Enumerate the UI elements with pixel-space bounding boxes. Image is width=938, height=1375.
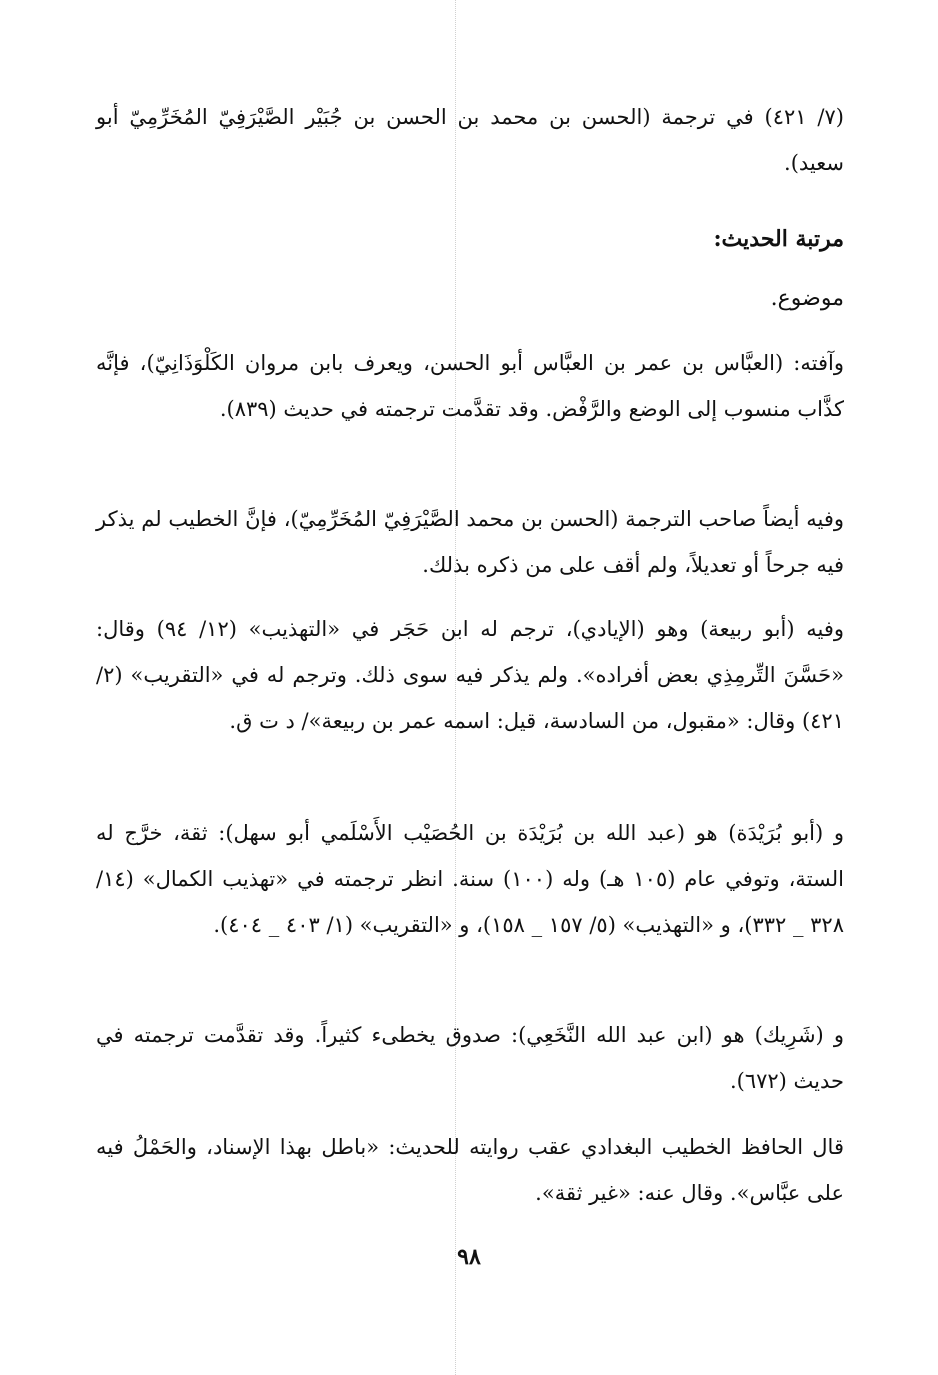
paragraph-narrator-biography-reference: (٧/ ٤٢١) في ترجمة (الحسن بن محمد بن الحسن بن جُبَيْر الصَّيْرَفِيّ المُخَرِّمِيّ أبو سعيد). [96, 105, 844, 175]
paragraph-defect-biography-subject: وفيه أيضاً صاحب الترجمة (الحسن بن محمد الصَّيْرَفِيّ المُخَرِّمِيّ)، فإنَّ الخطيب لم يذكر فيه جرحاً أو تعديلاً، ولم أقف على من ذكره بذلك. [96, 507, 844, 577]
hadith-grade-verdict: موضوع. [770, 286, 844, 311]
paragraph-khatib-verdict: قال الحافظ الخطيب البغدادي عقب روايته للحديث: «باطل بهذا الإسناد، والحَمْلُ فيه على عبَّاس». وقال عنه: «غير ثقة». [96, 1135, 844, 1205]
section-heading-hadith-grade: مرتبة الحديث: [713, 226, 844, 252]
paragraph-defect-abbas: وآفته: (العبَّاس بن عمر بن العبَّاس أبو الحسن، ويعرف بابن مروان الكَلْوَذَانِيّ)، فإنَّه كذَّاب منسوب إلى الوضع والرَّفْض. وقد تقدَّمت ترجمته في حديث (٨٣٩). [96, 351, 844, 421]
paragraph-abu-burayda: و (أبو بُرَيْدَة) هو (عبد الله بن بُرَيْدَة بن الحُصَيْب الأَسْلَمي أبو سهل): ثقة، خرَّج له الستة، وتوفي عام (١٠٥ هـ) وله (١٠٠) سنة. انظر ترجمته في «تهذيب الكمال» (١٤/ ٣٢٨ _ ٣٣٢)، و «التهذيب» (٥/ ١٥٧ _ ١٥٨)، و «التقريب» (١/ ٤٠٣ _ ٤٠٤). [96, 821, 844, 937]
paragraph-sharik: و (شَرِيك) هو (ابن عبد الله النَّخَعِي): صدوق يخطىء كثيراً. وقد تقدَّمت ترجمته في حديث (٦٧٢). [96, 1023, 844, 1093]
page-number: ٩٨ [457, 1244, 481, 1270]
paragraph-abu-rabia: وفيه (أبو ربيعة) وهو (الإيادي)، ترجم له ابن حَجَر في «التهذيب» (١٢/ ٩٤) وقال: «حَسَّنَ التِّرمِذِي بعض أفراده». ولم يذكر فيه سوى ذلك. وترجم له في «التقريب» (٢/ ٤٢١) وقال: «مقبول، من السادسة، قيل: اسمه عمر بن ربيعة»/ د ت ق. [96, 617, 844, 733]
